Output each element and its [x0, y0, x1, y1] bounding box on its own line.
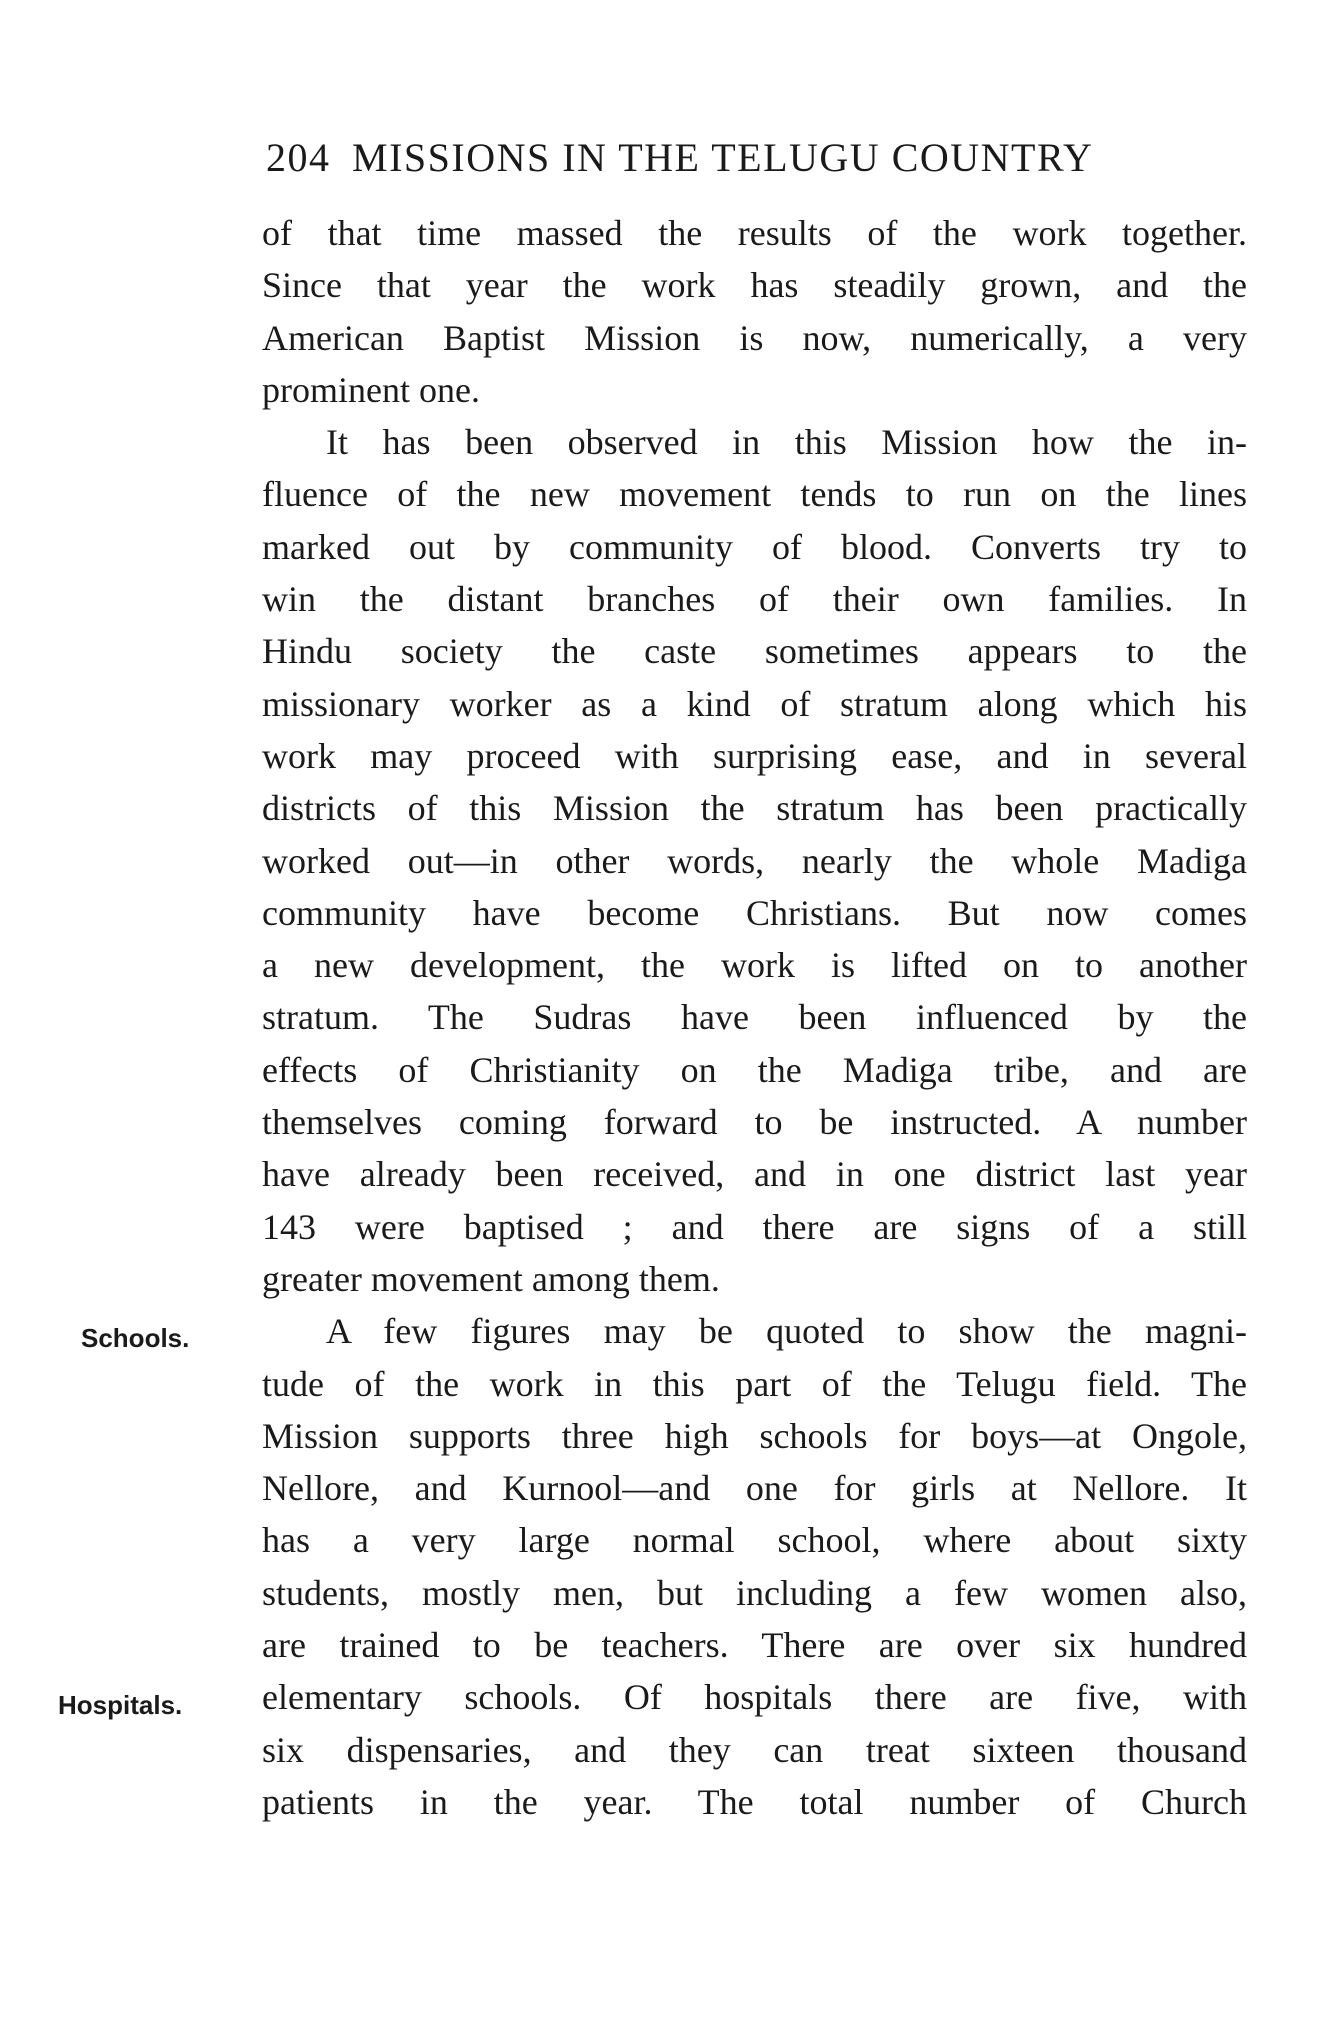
text-line: has a very large normal school, where about sixty [262, 1520, 1247, 1561]
text-line: students, mostly men, but including a few women also, [262, 1572, 1247, 1613]
text-line: six dispensaries, and they can treat sixteen thousand [262, 1729, 1247, 1770]
text-line: American Baptist Mission is now, numerically, a very [262, 317, 1247, 358]
text-line: greater movement among them. [262, 1258, 720, 1299]
text-line: effects of Christianity on the Madiga tribe, and are [262, 1049, 1247, 1090]
text-line: elementary schools. Of hospitals there are five, with [262, 1677, 1247, 1718]
text-line: It has been observed in this Mission how the in- [326, 422, 1247, 463]
text-line: themselves coming forward to be instructed. A number [262, 1102, 1247, 1143]
text-line: Mission supports three high schools for boys—at Ongole, [262, 1415, 1247, 1456]
margin-note-hospitals: Hospitals. [58, 1690, 183, 1720]
page-number: 204 [266, 135, 331, 180]
text-line: community have become Christians. But now comes [262, 892, 1247, 933]
text-line: prominent one. [262, 369, 480, 410]
text-line: have already been received, and in one district last year [262, 1154, 1247, 1195]
text-line: patients in the year. The total number of Church [262, 1781, 1247, 1822]
text-line: tude of the work in this part of the Telugu field. The [262, 1363, 1247, 1404]
text-line: stratum. The Sudras have been influenced by the [262, 997, 1247, 1038]
text-line: are trained to be teachers. There are over six hundred [262, 1625, 1247, 1666]
text-line: worked out—in other words, nearly the whole Madiga [262, 840, 1247, 881]
text-line: of that time massed the results of the work together. [262, 213, 1247, 253]
text-line: Nellore, and Kurnool—and one for girls at Nellore. It [262, 1468, 1247, 1509]
text-line: Since that year the work has steadily grown, and the [262, 265, 1247, 306]
text-line: missionary worker as a kind of stratum along which his [262, 683, 1247, 724]
running-title: MISSIONS IN THE TELUGU COUNTRY [352, 135, 1094, 180]
text-line: win the distant branches of their own families. In [262, 579, 1247, 620]
text-line: districts of this Mission the stratum has been practically [262, 788, 1247, 829]
text-line: 143 were baptised ; and there are signs of a still [262, 1206, 1247, 1247]
text-line: marked out by community of blood. Converts try to [262, 526, 1247, 567]
text-line: fluence of the new movement tends to run on the lines [262, 474, 1247, 515]
text-line: Hindu society the caste sometimes appears to the [262, 631, 1247, 672]
text-line: a new development, the work is lifted on to another [262, 945, 1247, 986]
running-head [266, 133, 1251, 183]
text-line: A few figures may be quoted to show the magni- [326, 1311, 1247, 1352]
body-text [262, 207, 1247, 1828]
text-line: work may proceed with surprising ease, and in several [262, 735, 1247, 776]
margin-note-schools: Schools. [81, 1323, 190, 1353]
